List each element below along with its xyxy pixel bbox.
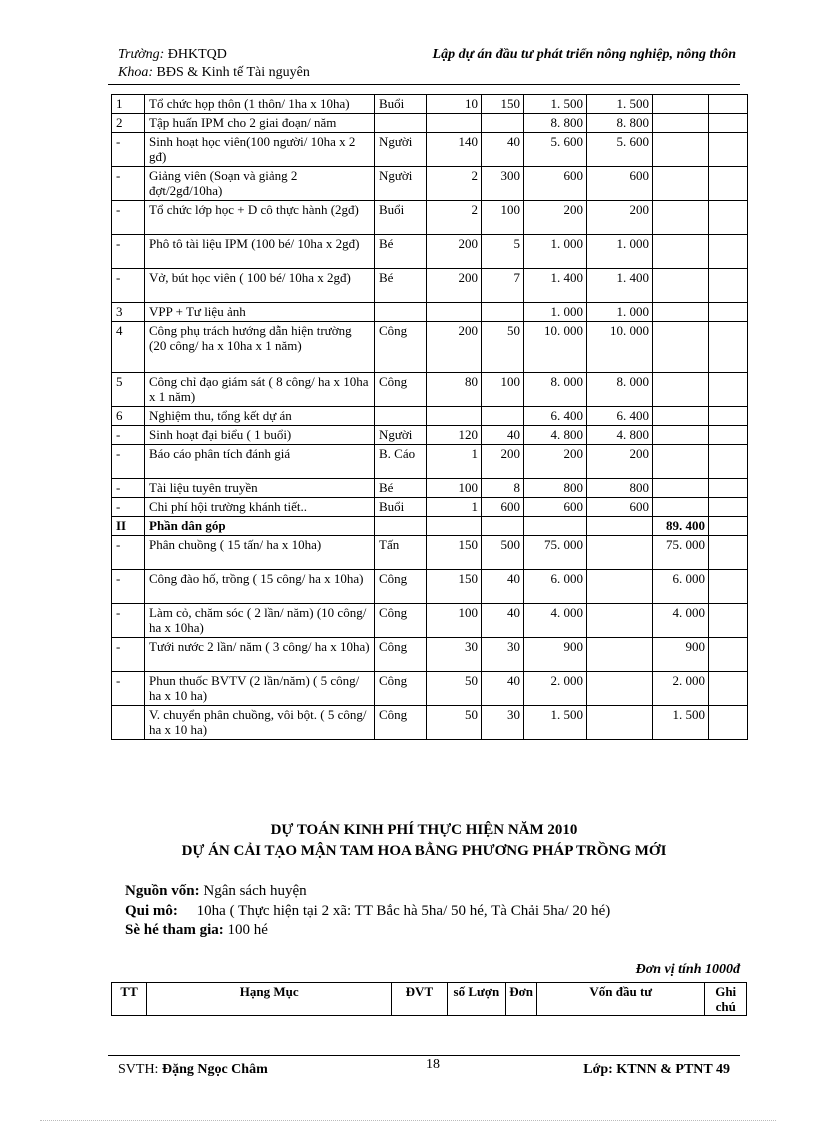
table-cell (653, 303, 709, 322)
table-row (112, 201, 748, 235)
table-cell: 100 (427, 604, 482, 638)
table-cell: - (112, 201, 145, 235)
table-cell (653, 201, 709, 235)
table-cell: Buổi (375, 201, 427, 235)
table-cell (482, 407, 524, 426)
table-cell (709, 303, 748, 322)
table-cell: 8. 000 (587, 373, 653, 407)
table-cell: 200 (482, 445, 524, 479)
table-cell: 50 (427, 706, 482, 740)
table-cell: 10. 000 (587, 322, 653, 373)
table-cell: 200 (587, 201, 653, 235)
table-cell (587, 570, 653, 604)
table-row (112, 407, 748, 426)
table-cell (709, 235, 748, 269)
table-cell: - (112, 604, 145, 638)
table-cell (427, 517, 482, 536)
table-cell: Công (375, 604, 427, 638)
table-cell: 1 (427, 445, 482, 479)
table-cell: 200 (524, 445, 587, 479)
table-cell: 8. 800 (587, 114, 653, 133)
table-row (112, 114, 748, 133)
table-cell (653, 114, 709, 133)
header-cell-quantity: số Lượn (447, 983, 506, 1016)
table-cell: 4 (112, 322, 145, 373)
table-cell (587, 638, 653, 672)
student-name: Đặng Ngọc Châm (161, 1062, 268, 1077)
table-cell: Bé (375, 235, 427, 269)
table-cell: 150 (427, 536, 482, 570)
header-divider (108, 84, 740, 85)
table-cell: 6. 000 (653, 570, 709, 604)
table-cell (709, 445, 748, 479)
table-cell: 50 (482, 322, 524, 373)
table-row (112, 303, 748, 322)
table-cell: 300 (482, 167, 524, 201)
table-cell: Phô tô tài liệu IPM (100 bé/ 10ha x 2gđ) (145, 235, 375, 269)
table-cell: 600 (482, 498, 524, 517)
section-title-2: DỰ ÁN CẢI TẠO MẬN TAM HOA BẰNG PHƯƠNG PHÁP TRỒNG MỚI (181, 843, 667, 859)
table-cell: 100 (482, 201, 524, 235)
table-cell: 200 (524, 201, 587, 235)
table-cell: 5 (112, 373, 145, 407)
table-cell: Công (375, 373, 427, 407)
table-cell: Công (375, 672, 427, 706)
table-cell: Người (375, 167, 427, 201)
table-cell (482, 303, 524, 322)
faculty-name: BĐS & Kinh tế Tài nguyên (156, 65, 310, 80)
school-label: Trường: (118, 47, 165, 62)
table-cell (709, 373, 748, 407)
table-cell: Bé (375, 269, 427, 303)
table-cell (653, 269, 709, 303)
table-cell: 5 (482, 235, 524, 269)
table-cell (709, 201, 748, 235)
table-cell: 1. 000 (524, 235, 587, 269)
funding-value: Ngân sách huyện (203, 883, 307, 899)
table-cell: 3 (112, 303, 145, 322)
footer-divider (108, 1055, 740, 1056)
table-row (112, 498, 748, 517)
table-cell: 800 (524, 479, 587, 498)
funding-label: Nguồn vốn: (125, 883, 200, 899)
table-cell: Tổ chức họp thôn (1 thôn/ 1ha x 10ha) (145, 95, 375, 114)
table-cell (112, 706, 145, 740)
table-cell: - (112, 133, 145, 167)
table-row (112, 95, 748, 114)
table-cell: Giảng viên (Soạn và giảng 2 đợt/2gđ/10ha) (145, 167, 375, 201)
page-number: 18 (426, 1057, 440, 1072)
table-cell: 6 (112, 407, 145, 426)
table-cell: 8. 800 (524, 114, 587, 133)
table-cell (375, 303, 427, 322)
table-cell: - (112, 445, 145, 479)
households-line (125, 922, 268, 939)
table-row (112, 426, 748, 445)
table-cell: Công đào hố, trồng ( 15 công/ ha x 10ha) (145, 570, 375, 604)
table-row (112, 235, 748, 269)
table-cell: Sinh hoạt đại biểu ( 1 buổi) (145, 426, 375, 445)
faculty-line (118, 64, 310, 82)
funding-line (125, 883, 307, 900)
table-cell: Công (375, 638, 427, 672)
table-cell: 1. 400 (524, 269, 587, 303)
table-cell (653, 479, 709, 498)
table-cell: 150 (427, 570, 482, 604)
header-cell-unit: ĐVT (392, 983, 447, 1016)
table-cell: 100 (482, 373, 524, 407)
table-cell: VPP + Tư liệu ảnh (145, 303, 375, 322)
table-cell: - (112, 235, 145, 269)
households-label: Sè hé tham gia: (125, 922, 224, 938)
table-cell: 40 (482, 604, 524, 638)
households-value: 100 hé (227, 922, 268, 938)
table-cell (587, 536, 653, 570)
scale-value: 10ha ( Thực hiện tại 2 xã: TT Bắc hà 5ha/ 50 hé, Tà Chải 5ha/ 20 hé) (196, 903, 611, 919)
table-cell (709, 604, 748, 638)
table-cell: Tập huấn IPM cho 2 giai đoạn/ năm (145, 114, 375, 133)
footer-class: Lớp: KTNN & PTNT 49 (583, 1062, 730, 1077)
table-cell: 600 (524, 498, 587, 517)
table-cell (653, 426, 709, 445)
table-cell: 40 (482, 672, 524, 706)
table-cell: 2 (112, 114, 145, 133)
table-cell: 1. 000 (587, 235, 653, 269)
table-cell: 1. 000 (524, 303, 587, 322)
table-cell: B. Cáo (375, 445, 427, 479)
table-cell (709, 269, 748, 303)
table-cell: - (112, 269, 145, 303)
table-cell: 200 (427, 322, 482, 373)
table-row (112, 570, 748, 604)
table-cell: - (112, 570, 145, 604)
table-cell (709, 133, 748, 167)
table-cell: Phân chuồng ( 15 tấn/ ha x 10ha) (145, 536, 375, 570)
table-cell (653, 498, 709, 517)
table-cell (709, 672, 748, 706)
table-cell: 75. 000 (524, 536, 587, 570)
header-row (112, 983, 747, 1016)
table-cell: 2. 000 (524, 672, 587, 706)
faculty-label: Khoa: (118, 65, 153, 80)
table-cell: 40 (482, 570, 524, 604)
table-cell: - (112, 536, 145, 570)
table-cell: 1 (112, 95, 145, 114)
table-cell: 2 (427, 201, 482, 235)
table-cell (587, 706, 653, 740)
table-cell: Người (375, 133, 427, 167)
table-cell (709, 536, 748, 570)
table-cell: 200 (427, 269, 482, 303)
table-cell: V. chuyển phân chuồng, vôi bột. ( 5 công/ ha x 10 ha) (145, 706, 375, 740)
header-cell-tt: TT (112, 983, 147, 1016)
table-cell: 30 (482, 706, 524, 740)
table-cell: Phun thuốc BVTV (2 lần/năm) ( 5 công/ ha x 10 ha) (145, 672, 375, 706)
table-cell (653, 373, 709, 407)
table-cell: 1. 500 (587, 95, 653, 114)
table-cell: Làm cỏ, chăm sóc ( 2 lần/ năm) (10 công/ ha x 10ha) (145, 604, 375, 638)
estimate-table-header (111, 982, 747, 1016)
page-bottom-border (40, 1120, 776, 1121)
table-cell (653, 322, 709, 373)
table-cell: 800 (587, 479, 653, 498)
table-cell: 40 (482, 426, 524, 445)
table-cell: 30 (427, 638, 482, 672)
table-cell (709, 517, 748, 536)
table-cell: 600 (587, 167, 653, 201)
table-cell: 1. 000 (587, 303, 653, 322)
table-cell: 2. 000 (653, 672, 709, 706)
table-cell: Nghiệm thu, tổng kết dự án (145, 407, 375, 426)
table-cell: - (112, 498, 145, 517)
header-cell-price: Đơn (506, 983, 537, 1016)
table-cell: 80 (427, 373, 482, 407)
table-cell (587, 517, 653, 536)
table-cell: 100 (427, 479, 482, 498)
table-cell (653, 133, 709, 167)
table-cell (375, 407, 427, 426)
table-cell: 7 (482, 269, 524, 303)
table-cell: 30 (482, 638, 524, 672)
table-cell (482, 517, 524, 536)
table-cell: 200 (427, 235, 482, 269)
table-cell: Buổi (375, 498, 427, 517)
table-cell (587, 604, 653, 638)
table-cell (709, 706, 748, 740)
table-cell: 4. 800 (524, 426, 587, 445)
table-cell: 1. 500 (524, 706, 587, 740)
table-cell: Công chỉ đạo giám sát ( 8 công/ ha x 10ha x 1 năm) (145, 373, 375, 407)
table-cell: Phần dân góp (145, 517, 375, 536)
table-cell: 5. 600 (587, 133, 653, 167)
table-cell: Công (375, 570, 427, 604)
table-row (112, 269, 748, 303)
header-cell-investment: Vốn đầu tư (537, 983, 705, 1016)
table-cell (709, 498, 748, 517)
table-cell: Báo cáo phân tích đánh giá (145, 445, 375, 479)
section-title-1: DỰ TOÁN KINH PHÍ THỰC HIỆN NĂM 2010 (270, 822, 578, 838)
page-header-left (118, 46, 310, 82)
table-cell: II (112, 517, 145, 536)
table-cell: 900 (653, 638, 709, 672)
table-row (112, 672, 748, 706)
table-row (112, 706, 748, 740)
table-cell: Tấn (375, 536, 427, 570)
table-cell: - (112, 638, 145, 672)
table-cell: Chi phí hội trường khánh tiết.. (145, 498, 375, 517)
table-cell (709, 426, 748, 445)
table-cell (653, 167, 709, 201)
table-row (112, 133, 748, 167)
scale-line (125, 903, 610, 920)
table-cell: 1. 500 (653, 706, 709, 740)
school-name: ĐHKTQD (167, 47, 227, 62)
unit-note: Đơn vị tính 1000đ (635, 962, 740, 977)
table-cell: 120 (427, 426, 482, 445)
table-cell: 5. 600 (524, 133, 587, 167)
table-cell: 8. 000 (524, 373, 587, 407)
table-cell (709, 167, 748, 201)
table-cell: 40 (482, 133, 524, 167)
table-cell: 1 (427, 498, 482, 517)
header-cell-notes: Ghi chú (705, 983, 747, 1016)
table-cell: Vở, bút học viên ( 100 bé/ 10ha x 2gđ) (145, 269, 375, 303)
budget-table (111, 94, 748, 740)
table-cell: - (112, 479, 145, 498)
table-row (112, 604, 748, 638)
table-row (112, 638, 748, 672)
table-cell: 140 (427, 133, 482, 167)
table-cell: 6. 000 (524, 570, 587, 604)
table-cell: - (112, 426, 145, 445)
table-cell: Tưới nước 2 lần/ năm ( 3 công/ ha x 10ha) (145, 638, 375, 672)
table-cell: Tài liệu tuyên truyền (145, 479, 375, 498)
table-cell: Buổi (375, 95, 427, 114)
table-row (112, 167, 748, 201)
table-cell (709, 95, 748, 114)
table-cell (653, 407, 709, 426)
table-cell (709, 322, 748, 373)
school-line (118, 46, 310, 64)
table-row (112, 536, 748, 570)
table-cell (524, 517, 587, 536)
table-cell: 500 (482, 536, 524, 570)
table-cell: Sinh hoạt học viên(100 người/ 10ha x 2 gđ) (145, 133, 375, 167)
table-cell (427, 114, 482, 133)
table-cell (709, 638, 748, 672)
table-cell (709, 407, 748, 426)
table-cell: 50 (427, 672, 482, 706)
table-cell (482, 114, 524, 133)
table-cell: 4. 800 (587, 426, 653, 445)
table-cell: - (112, 672, 145, 706)
table-cell: 4. 000 (653, 604, 709, 638)
table-cell: 6. 400 (587, 407, 653, 426)
table-cell: 10. 000 (524, 322, 587, 373)
table-row (112, 479, 748, 498)
table-cell: 200 (587, 445, 653, 479)
table-cell (427, 303, 482, 322)
table-row (112, 445, 748, 479)
table-cell: - (112, 167, 145, 201)
table-cell: 6. 400 (524, 407, 587, 426)
header-cell-item: Hạng Mục (147, 983, 392, 1016)
table-row (112, 517, 748, 536)
table-cell (653, 95, 709, 114)
table-row (112, 322, 748, 373)
table-cell: 600 (587, 498, 653, 517)
table-cell: 10 (427, 95, 482, 114)
table-cell: Tổ chức lớp học + D cô thực hành (2gđ) (145, 201, 375, 235)
scale-label: Qui mô: (125, 903, 178, 919)
table-row (112, 373, 748, 407)
table-cell: 1. 500 (524, 95, 587, 114)
student-label: SVTH: (118, 1062, 159, 1077)
table-cell: 600 (524, 167, 587, 201)
table-cell: 8 (482, 479, 524, 498)
table-cell: 1. 400 (587, 269, 653, 303)
table-cell (709, 570, 748, 604)
table-cell (375, 517, 427, 536)
table-cell: Công phụ trách hướng dẫn hiện trường (20 công/ ha x 10ha x 1 năm) (145, 322, 375, 373)
table-cell (375, 114, 427, 133)
table-cell (427, 407, 482, 426)
table-cell: 900 (524, 638, 587, 672)
table-cell (587, 672, 653, 706)
table-cell (709, 479, 748, 498)
table-cell: Công (375, 322, 427, 373)
table-cell: 150 (482, 95, 524, 114)
table-cell: 2 (427, 167, 482, 201)
table-cell: Bé (375, 479, 427, 498)
table-cell: 75. 000 (653, 536, 709, 570)
document-title: Lập dự án đầu tư phát triển nông nghiệp, nông thôn (432, 47, 736, 62)
table-cell (653, 235, 709, 269)
table-cell: 4. 000 (524, 604, 587, 638)
footer-student (118, 1062, 268, 1078)
table-cell: Công (375, 706, 427, 740)
table-cell (653, 445, 709, 479)
table-cell (709, 114, 748, 133)
table-cell: 89. 400 (653, 517, 709, 536)
table-cell: Người (375, 426, 427, 445)
